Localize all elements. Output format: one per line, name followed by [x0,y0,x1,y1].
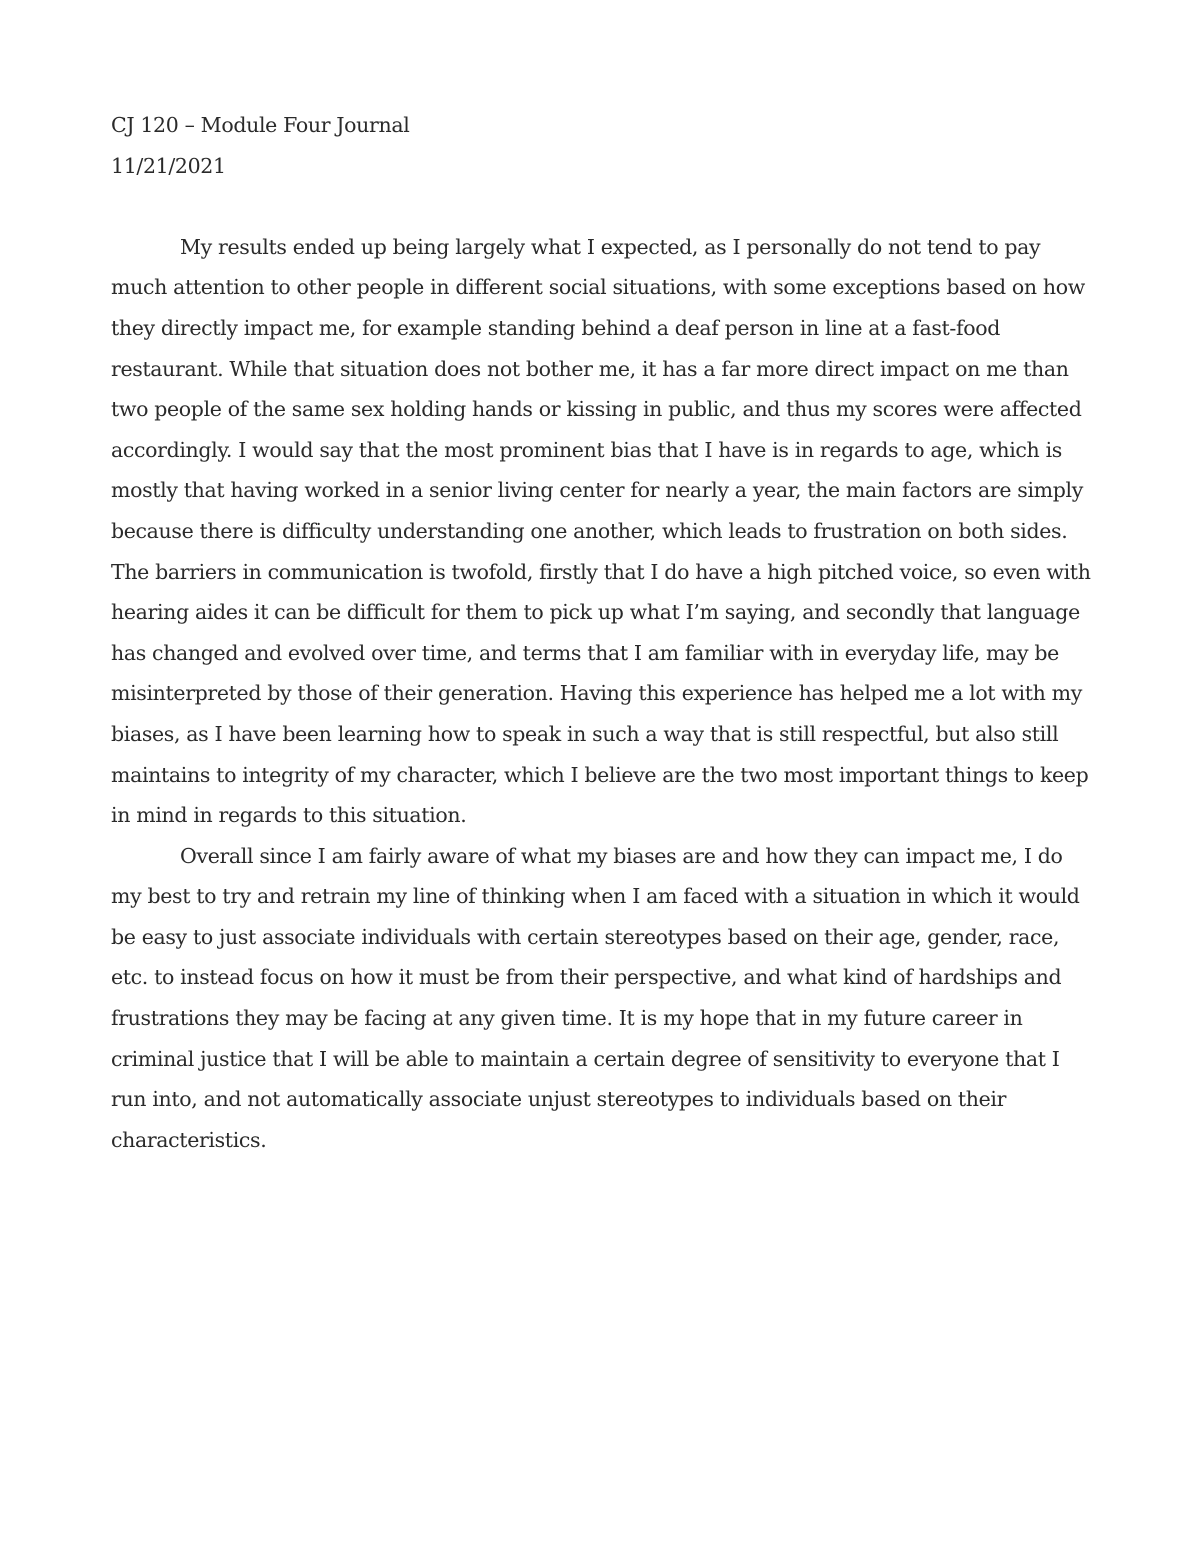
course-title: CJ 120 – Module Four Journal [111,113,410,137]
paragraph-1: My results ended up being largely what I expected, as I personally do not tend to pay much attention to other people in different social situations, with some exceptions based on how they directly impact me, for example standing behind a deaf person in line at a fast-food restaurant. While that situation does not bother me, it has a far more direct impact on me than two people of the same sex holding hands or kissing in public, and thus my scores were affected accordingly. I would say that the most prominent bias that I have is in regards to age, which is mostly that having worked in a senior living center for nearly a year, the main factors are simply because there is difficulty understanding one another, which leads to frustration on both sides. The barriers in communication is twofold, firstly that I do have a high pitched voice, so even with hearing aides it can be difficult for them to pick up what I’m saying, and secondly that language has changed and evolved over time, and terms that I am familiar with in everyday life, may be misinterpreted by those of their generation. Having this experience has helped me a lot with my biases, as I have been learning how to speak in such a way that is still respectful, but also still maintains to integrity of my character, which I believe are the two most important things to keep in mind in regards to this situation. [111,234,1091,828]
paragraph-2: Overall since I am fairly aware of what my biases are and how they can impact me, I do my best to try and retrain my line of thinking when I am faced with a situation in which it would be easy to just associate individuals with certain stereotypes based on their age, gender, race, etc. to instead focus on how it must be from their perspective, and what kind of hardships and frustrations they may be facing at any given time. It is my hope that in my future career in criminal justice that I will be able to maintain a certain degree of sensitivity to everyone that I run into, and not automatically associate unjust stereotypes to individuals based on their characteristics. [111,843,1080,1152]
document-date: 11/21/2021 [111,153,226,178]
blank-line [111,186,1091,227]
document-body [111,105,1091,1160]
